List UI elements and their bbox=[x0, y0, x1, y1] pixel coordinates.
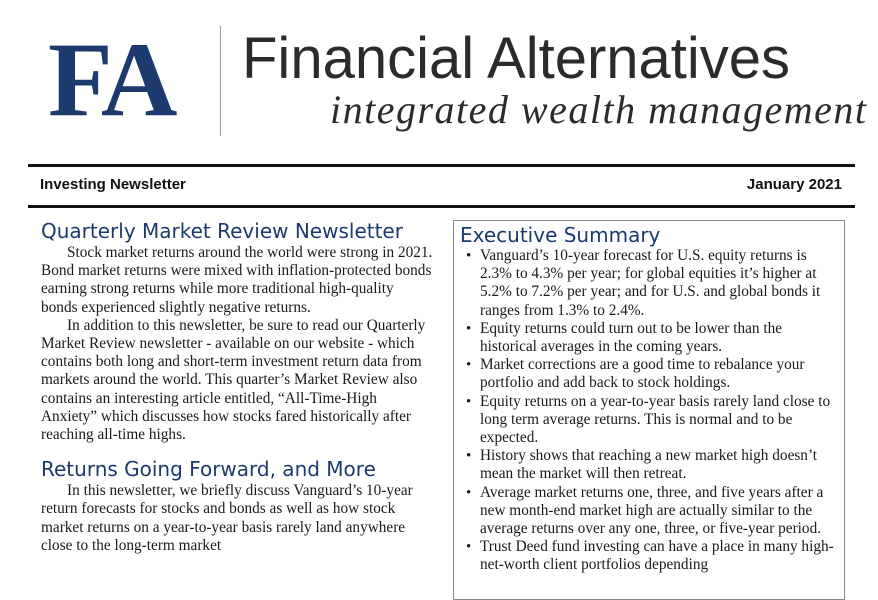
list-item bbox=[460, 538, 838, 574]
bullet-icon: • bbox=[466, 484, 472, 501]
list-item bbox=[460, 320, 838, 356]
list-item-text: Equity returns could turn out to be lower than the historical averages in the coming years. bbox=[480, 319, 783, 356]
brand-name: Financial Alternatives bbox=[242, 26, 791, 91]
list-item bbox=[460, 393, 838, 448]
executive-summary-box bbox=[453, 220, 845, 600]
paragraph: In addition to this newsletter, be sure to read our Quarterly Market Review newsletter - available on our website - which contains both long and short-term investment return data from markets around the world. This quarter’s Market Review also contains an interesting article entitled, “All-Time-High Anxiety” which discusses how stocks fared historically after reaching all-time highs. bbox=[41, 316, 426, 444]
header-divider bbox=[220, 26, 221, 136]
header-rule-bottom bbox=[28, 205, 855, 208]
list-item bbox=[460, 356, 838, 392]
executive-summary-title: Executive Summary bbox=[460, 223, 661, 247]
list-item-text: Vanguard’s 10-year forecast for U.S. equity returns is 2.3% to 4.3% per year; for global equities it’s higher at 5.2% to 7.2% per year; and for U.S. and global bonds it ranges from 1.3% to 2.4%. bbox=[480, 247, 821, 319]
paragraph: Stock market returns around the world were strong in 2021. Bond market returns were mixed with inflation-protected bonds earning strong returns while more traditional high-quality bonds experienced slightly negative returns. bbox=[41, 244, 433, 316]
list-item-text: Market corrections are a good time to rebalance your portfolio and add back to stock holdings. bbox=[480, 356, 805, 392]
list-item-text: Equity returns on a year-to-year basis rarely land close to long term average returns. This is normal and to be expected. bbox=[480, 392, 831, 447]
bullet-icon: • bbox=[466, 248, 472, 264]
bullet-icon: • bbox=[466, 539, 472, 556]
list-item bbox=[460, 447, 838, 483]
left-column bbox=[41, 218, 433, 555]
bullet-icon: • bbox=[466, 448, 472, 465]
issue-date: January 2021 bbox=[746, 176, 842, 193]
list-item-text: Trust Deed fund investing can have a place in many high-net-worth client portfolios depending bbox=[480, 538, 834, 574]
executive-summary-list bbox=[460, 247, 838, 575]
list-item-text: Average market returns one, three, and five years after a new month-end market high are actually similar to the average returns over any one, three, or five-year period. bbox=[480, 483, 824, 538]
header-rule-top bbox=[28, 164, 855, 167]
paragraph: In this newsletter, we briefly discuss Vanguard’s 10-year return forecasts for stocks and bonds as well as how stock market returns on a year-to-year basis rarely land anywhere close to the long-term market bbox=[41, 482, 413, 554]
section-title-quarterly-review: Quarterly Market Review Newsletter bbox=[41, 219, 403, 243]
bullet-icon: • bbox=[466, 357, 472, 374]
list-item bbox=[460, 247, 838, 320]
brand-tagline: integrated wealth management bbox=[330, 87, 868, 132]
section-title-returns-forward: Returns Going Forward, and More bbox=[41, 457, 376, 482]
list-item bbox=[460, 484, 838, 539]
newsletter-label: Investing Newsletter bbox=[40, 176, 186, 193]
fa-logo: FA bbox=[48, 21, 174, 138]
bullet-icon: • bbox=[466, 320, 472, 337]
list-item-text: History shows that reaching a new market high doesn’t mean the market will then retreat. bbox=[480, 447, 818, 483]
bullet-icon: • bbox=[466, 393, 472, 410]
